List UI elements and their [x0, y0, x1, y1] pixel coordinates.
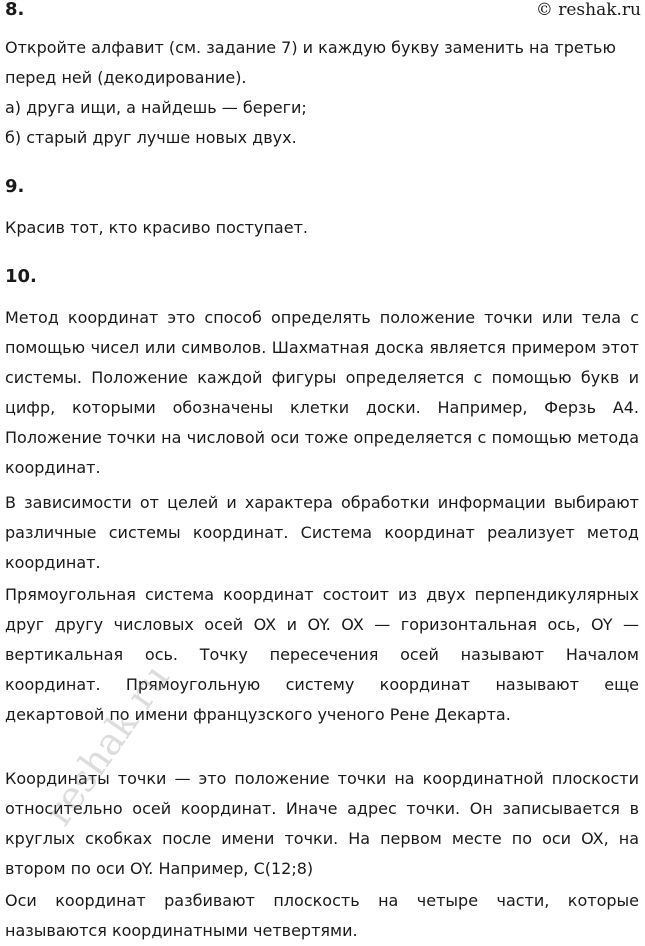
watermark-diagonal: reshak.ru — [36, 656, 179, 834]
task10-paragraph-2: В зависимости от целей и характера обработки информации выбирают различные системы координат. Система координат реализует метод координат. — [5, 493, 639, 572]
task8-text: Откройте алфавит (см. задание 7) и каждую букву заменить на третью перед ней (декодирование). — [5, 38, 616, 87]
task10-paragraph-3: Прямоугольная система координат состоит из двух перпендикулярных друг другу числовых осей OX и OY. OX — горизонтальная ось, OY — вертикальная ось. Точку пересечения осей называют Началом координат. Прямоугольную систему координат называют еще декартовой по имени французского ученого Рене Декарта. — [5, 585, 639, 724]
watermark-copyright: © reshak.ru — [535, 0, 641, 20]
task10-paragraph-4: Координаты точки — это положение точки на координатной плоскости относительно осей координат. Иначе адрес точки. Он записывается в круглых скобках после имени точки. На первом месте по оси OX, на втором по оси OY. Например, С(12;8) — [5, 769, 639, 878]
task8-item-a: а) друга ищи, а найдешь — береги; — [5, 98, 307, 117]
section-number-9: 9. — [5, 176, 25, 197]
task8-item-b: б) старый друг лучше новых двух. — [5, 128, 297, 147]
task10-paragraph-5: Оси координат разбивают плоскость на четыре части, которые называются координатными четвертями. — [5, 891, 639, 940]
page-header — [0, 0, 645, 26]
task10-paragraph-1: Метод координат это способ определять положение точки или тела с помощью чисел или символов. Шахматная доска является примером этот системы. Положение каждой фигуры определяется с помощью букв и цифр, которыми обозначены клетки доски. Например, Ферзь А4. Положение точки на числовой оси тоже определяется с помощью метода координат. — [5, 308, 639, 477]
section-number-10: 10. — [5, 266, 37, 287]
section-number-8: 8. — [5, 0, 25, 20]
task9-text: Красив тот, кто красиво поступает. — [5, 218, 308, 237]
